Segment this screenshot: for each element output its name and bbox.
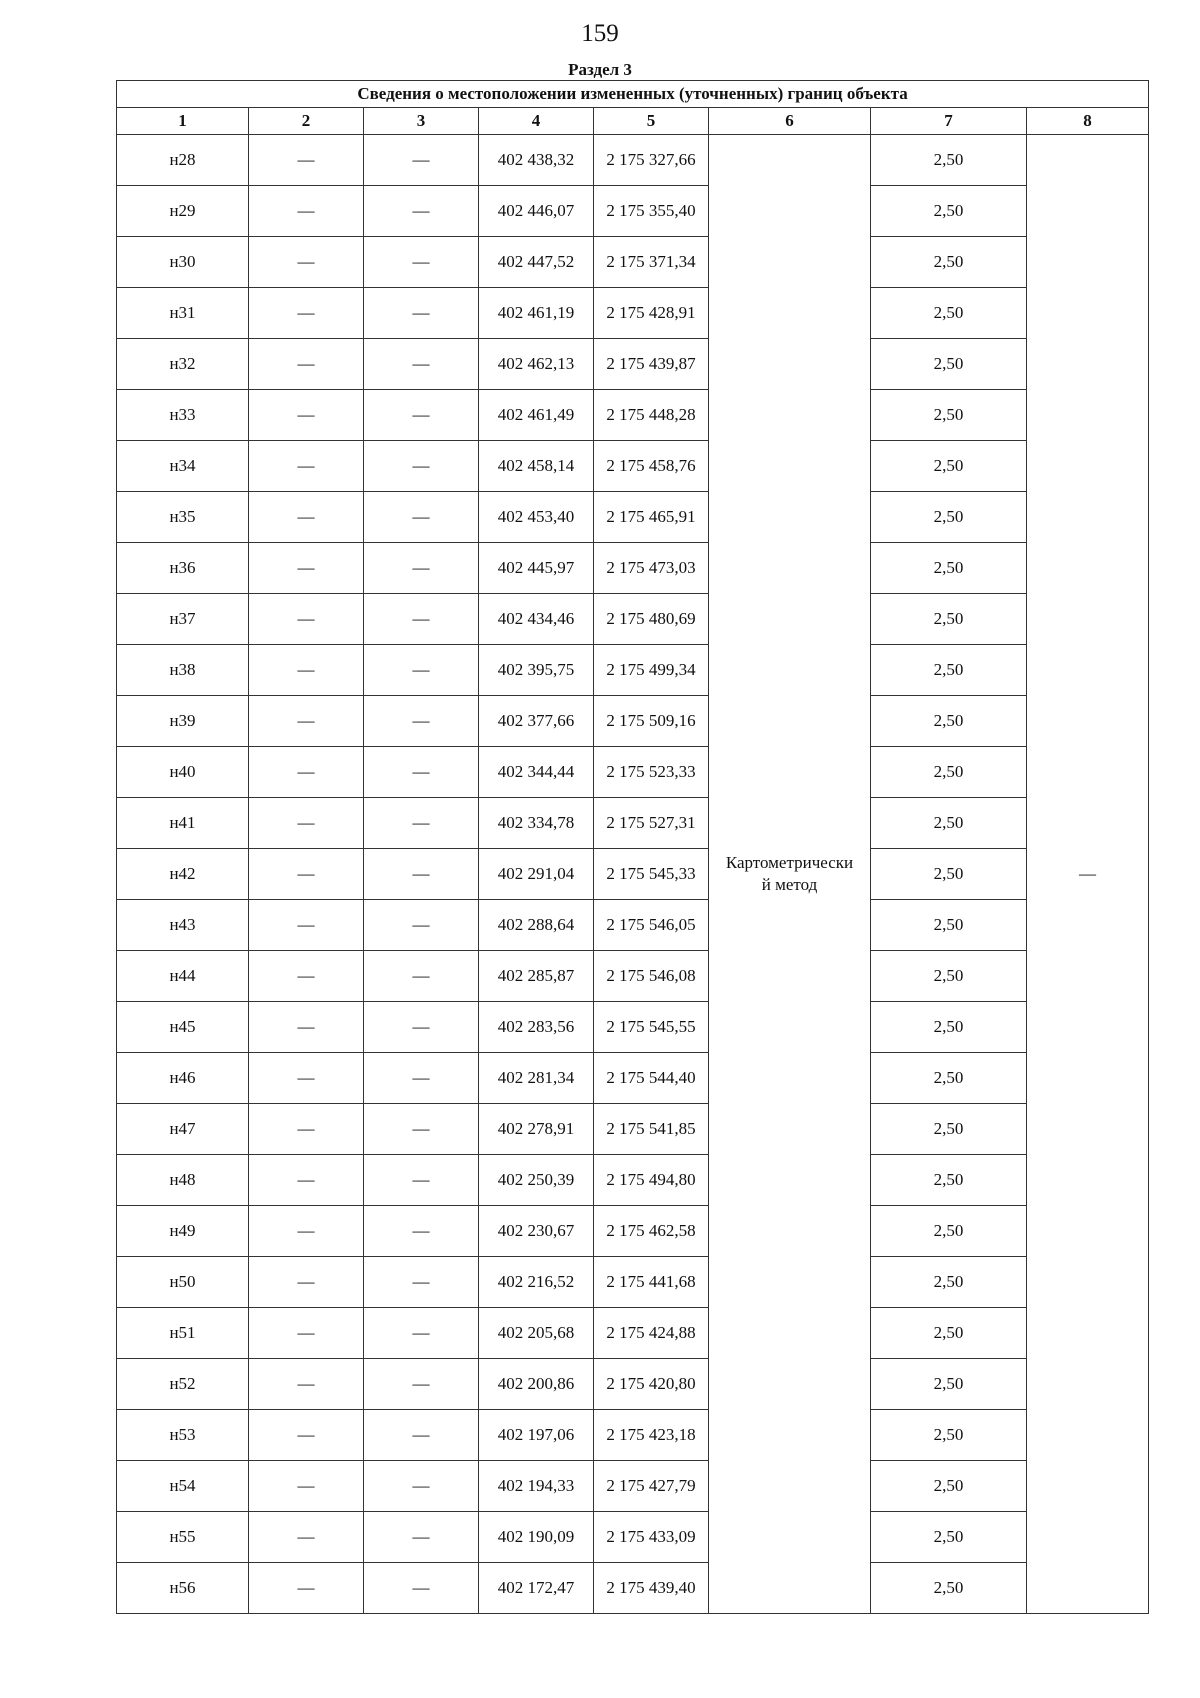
- col2-cell: —: [249, 900, 364, 951]
- col8-cell: —: [1027, 135, 1149, 1614]
- col2-cell: —: [249, 798, 364, 849]
- accuracy-cell: 2,50: [871, 849, 1027, 900]
- x-coordinate-cell: 402 377,66: [479, 696, 594, 747]
- col2-cell: —: [249, 1308, 364, 1359]
- col2-cell: —: [249, 951, 364, 1002]
- col2-cell: —: [249, 186, 364, 237]
- x-coordinate-cell: 402 458,14: [479, 441, 594, 492]
- accuracy-cell: 2,50: [871, 441, 1027, 492]
- accuracy-cell: 2,50: [871, 1206, 1027, 1257]
- col2-cell: —: [249, 1155, 364, 1206]
- col3-cell: —: [364, 951, 479, 1002]
- x-coordinate-cell: 402 194,33: [479, 1461, 594, 1512]
- y-coordinate-cell: 2 175 441,68: [594, 1257, 709, 1308]
- col2-cell: —: [249, 339, 364, 390]
- col2-cell: —: [249, 1410, 364, 1461]
- y-coordinate-cell: 2 175 544,40: [594, 1053, 709, 1104]
- col2-cell: —: [249, 1359, 364, 1410]
- col2-cell: —: [249, 645, 364, 696]
- col2-cell: —: [249, 1257, 364, 1308]
- table-row: [117, 1053, 1149, 1104]
- accuracy-cell: 2,50: [871, 1053, 1027, 1104]
- x-coordinate-cell: 402 197,06: [479, 1410, 594, 1461]
- x-coordinate-cell: 402 205,68: [479, 1308, 594, 1359]
- table-row: [117, 1461, 1149, 1512]
- x-coordinate-cell: 402 334,78: [479, 798, 594, 849]
- accuracy-cell: 2,50: [871, 1359, 1027, 1410]
- point-name-cell: н30: [117, 237, 249, 288]
- table-row: [117, 1512, 1149, 1563]
- accuracy-cell: 2,50: [871, 645, 1027, 696]
- table-row: [117, 798, 1149, 849]
- col2-cell: —: [249, 594, 364, 645]
- point-name-cell: н47: [117, 1104, 249, 1155]
- y-coordinate-cell: 2 175 355,40: [594, 186, 709, 237]
- col3-cell: —: [364, 900, 479, 951]
- y-coordinate-cell: 2 175 448,28: [594, 390, 709, 441]
- x-coordinate-cell: 402 461,19: [479, 288, 594, 339]
- y-coordinate-cell: 2 175 480,69: [594, 594, 709, 645]
- accuracy-cell: 2,50: [871, 1410, 1027, 1461]
- col3-cell: —: [364, 1410, 479, 1461]
- point-name-cell: н43: [117, 900, 249, 951]
- point-name-cell: н51: [117, 1308, 249, 1359]
- table-row: [117, 1155, 1149, 1206]
- y-coordinate-cell: 2 175 546,08: [594, 951, 709, 1002]
- point-name-cell: н41: [117, 798, 249, 849]
- point-name-cell: н46: [117, 1053, 249, 1104]
- col3-cell: —: [364, 1002, 479, 1053]
- col2-cell: —: [249, 1461, 364, 1512]
- page-number: 159: [581, 20, 619, 47]
- x-coordinate-cell: 402 281,34: [479, 1053, 594, 1104]
- table-row: [117, 288, 1149, 339]
- accuracy-cell: 2,50: [871, 900, 1027, 951]
- column-number: 4: [479, 108, 594, 135]
- y-coordinate-cell: 2 175 546,05: [594, 900, 709, 951]
- table-row: [117, 135, 1149, 186]
- column-number: 6: [709, 108, 871, 135]
- col3-cell: —: [364, 1206, 479, 1257]
- accuracy-cell: 2,50: [871, 543, 1027, 594]
- y-coordinate-cell: 2 175 427,79: [594, 1461, 709, 1512]
- point-name-cell: н50: [117, 1257, 249, 1308]
- x-coordinate-cell: 402 447,52: [479, 237, 594, 288]
- y-coordinate-cell: 2 175 473,03: [594, 543, 709, 594]
- col3-cell: —: [364, 594, 479, 645]
- column-number: 1: [117, 108, 249, 135]
- column-number: 3: [364, 108, 479, 135]
- accuracy-cell: 2,50: [871, 747, 1027, 798]
- y-coordinate-cell: 2 175 509,16: [594, 696, 709, 747]
- y-coordinate-cell: 2 175 527,31: [594, 798, 709, 849]
- point-name-cell: н39: [117, 696, 249, 747]
- x-coordinate-cell: 402 434,46: [479, 594, 594, 645]
- table-row: [117, 1359, 1149, 1410]
- col3-cell: —: [364, 696, 479, 747]
- y-coordinate-cell: 2 175 428,91: [594, 288, 709, 339]
- x-coordinate-cell: 402 291,04: [479, 849, 594, 900]
- point-name-cell: н36: [117, 543, 249, 594]
- table-row: [117, 1308, 1149, 1359]
- point-name-cell: н44: [117, 951, 249, 1002]
- y-coordinate-cell: 2 175 439,87: [594, 339, 709, 390]
- col2-cell: —: [249, 288, 364, 339]
- column-number: 2: [249, 108, 364, 135]
- table-row: [117, 1206, 1149, 1257]
- point-name-cell: н52: [117, 1359, 249, 1410]
- col3-cell: —: [364, 492, 479, 543]
- col3-cell: —: [364, 849, 479, 900]
- x-coordinate-cell: 402 283,56: [479, 1002, 594, 1053]
- table-row: [117, 1257, 1149, 1308]
- point-name-cell: н56: [117, 1563, 249, 1614]
- col2-cell: —: [249, 543, 364, 594]
- col2-cell: —: [249, 747, 364, 798]
- column-number: 8: [1027, 108, 1149, 135]
- table-row: [117, 849, 1149, 900]
- table-row: [117, 543, 1149, 594]
- point-name-cell: н48: [117, 1155, 249, 1206]
- table-row: [117, 492, 1149, 543]
- table-row: [117, 1410, 1149, 1461]
- table-body: [117, 135, 1149, 1614]
- y-coordinate-cell: 2 175 494,80: [594, 1155, 709, 1206]
- accuracy-cell: 2,50: [871, 1563, 1027, 1614]
- x-coordinate-cell: 402 438,32: [479, 135, 594, 186]
- col3-cell: —: [364, 798, 479, 849]
- table-row: [117, 696, 1149, 747]
- col3-cell: —: [364, 1155, 479, 1206]
- y-coordinate-cell: 2 175 541,85: [594, 1104, 709, 1155]
- point-name-cell: н32: [117, 339, 249, 390]
- x-coordinate-cell: 402 190,09: [479, 1512, 594, 1563]
- x-coordinate-cell: 402 446,07: [479, 186, 594, 237]
- point-name-cell: н55: [117, 1512, 249, 1563]
- table-row: [117, 1002, 1149, 1053]
- y-coordinate-cell: 2 175 462,58: [594, 1206, 709, 1257]
- y-coordinate-cell: 2 175 420,80: [594, 1359, 709, 1410]
- col2-cell: —: [249, 1563, 364, 1614]
- point-name-cell: н53: [117, 1410, 249, 1461]
- accuracy-cell: 2,50: [871, 339, 1027, 390]
- table-row: [117, 390, 1149, 441]
- col3-cell: —: [364, 543, 479, 594]
- x-coordinate-cell: 402 285,87: [479, 951, 594, 1002]
- point-name-cell: н28: [117, 135, 249, 186]
- table-row: [117, 900, 1149, 951]
- col3-cell: —: [364, 1563, 479, 1614]
- method-cell: Картометрически й метод: [709, 135, 871, 1614]
- point-name-cell: н37: [117, 594, 249, 645]
- accuracy-cell: 2,50: [871, 492, 1027, 543]
- column-number: 7: [871, 108, 1027, 135]
- col2-cell: —: [249, 237, 364, 288]
- x-coordinate-cell: 402 453,40: [479, 492, 594, 543]
- col3-cell: —: [364, 645, 479, 696]
- col2-cell: —: [249, 1002, 364, 1053]
- accuracy-cell: 2,50: [871, 135, 1027, 186]
- col3-cell: —: [364, 1308, 479, 1359]
- y-coordinate-cell: 2 175 545,33: [594, 849, 709, 900]
- col3-cell: —: [364, 339, 479, 390]
- y-coordinate-cell: 2 175 439,40: [594, 1563, 709, 1614]
- column-number: 5: [594, 108, 709, 135]
- table-row: [117, 1104, 1149, 1155]
- col2-cell: —: [249, 1104, 364, 1155]
- y-coordinate-cell: 2 175 371,34: [594, 237, 709, 288]
- col2-cell: —: [249, 1206, 364, 1257]
- col3-cell: —: [364, 1053, 479, 1104]
- x-coordinate-cell: 402 172,47: [479, 1563, 594, 1614]
- y-coordinate-cell: 2 175 523,33: [594, 747, 709, 798]
- col3-cell: —: [364, 186, 479, 237]
- col2-cell: —: [249, 696, 364, 747]
- x-coordinate-cell: 402 216,52: [479, 1257, 594, 1308]
- point-name-cell: н29: [117, 186, 249, 237]
- y-coordinate-cell: 2 175 423,18: [594, 1410, 709, 1461]
- table-row: [117, 594, 1149, 645]
- point-name-cell: н42: [117, 849, 249, 900]
- x-coordinate-cell: 402 278,91: [479, 1104, 594, 1155]
- x-coordinate-cell: 402 445,97: [479, 543, 594, 594]
- col2-cell: —: [249, 135, 364, 186]
- table-row: [117, 441, 1149, 492]
- col3-cell: —: [364, 1104, 479, 1155]
- col2-cell: —: [249, 492, 364, 543]
- x-coordinate-cell: 402 344,44: [479, 747, 594, 798]
- table-title: Сведения о местоположении измененных (уточненных) границ объекта: [117, 81, 1149, 108]
- col2-cell: —: [249, 441, 364, 492]
- table-row: [117, 339, 1149, 390]
- point-name-cell: н54: [117, 1461, 249, 1512]
- x-coordinate-cell: 402 230,67: [479, 1206, 594, 1257]
- accuracy-cell: 2,50: [871, 594, 1027, 645]
- table-row: [117, 237, 1149, 288]
- point-name-cell: н49: [117, 1206, 249, 1257]
- col3-cell: —: [364, 747, 479, 798]
- x-coordinate-cell: 402 462,13: [479, 339, 594, 390]
- col3-cell: —: [364, 1359, 479, 1410]
- accuracy-cell: 2,50: [871, 1155, 1027, 1206]
- y-coordinate-cell: 2 175 424,88: [594, 1308, 709, 1359]
- accuracy-cell: 2,50: [871, 1002, 1027, 1053]
- point-name-cell: н40: [117, 747, 249, 798]
- col3-cell: —: [364, 1512, 479, 1563]
- col3-cell: —: [364, 288, 479, 339]
- col2-cell: —: [249, 849, 364, 900]
- boundary-coordinates-table: [116, 80, 1149, 1614]
- y-coordinate-cell: 2 175 545,55: [594, 1002, 709, 1053]
- x-coordinate-cell: 402 288,64: [479, 900, 594, 951]
- col3-cell: —: [364, 135, 479, 186]
- y-coordinate-cell: 2 175 433,09: [594, 1512, 709, 1563]
- accuracy-cell: 2,50: [871, 1104, 1027, 1155]
- section-title: Раздел 3: [568, 60, 632, 79]
- point-name-cell: н34: [117, 441, 249, 492]
- accuracy-cell: 2,50: [871, 696, 1027, 747]
- x-coordinate-cell: 402 250,39: [479, 1155, 594, 1206]
- col3-cell: —: [364, 390, 479, 441]
- col3-cell: —: [364, 441, 479, 492]
- x-coordinate-cell: 402 395,75: [479, 645, 594, 696]
- accuracy-cell: 2,50: [871, 1512, 1027, 1563]
- accuracy-cell: 2,50: [871, 798, 1027, 849]
- column-number-row: [117, 108, 1149, 135]
- point-name-cell: н45: [117, 1002, 249, 1053]
- y-coordinate-cell: 2 175 465,91: [594, 492, 709, 543]
- accuracy-cell: 2,50: [871, 237, 1027, 288]
- y-coordinate-cell: 2 175 327,66: [594, 135, 709, 186]
- accuracy-cell: 2,50: [871, 288, 1027, 339]
- x-coordinate-cell: 402 461,49: [479, 390, 594, 441]
- col2-cell: —: [249, 1512, 364, 1563]
- point-name-cell: н35: [117, 492, 249, 543]
- point-name-cell: н33: [117, 390, 249, 441]
- accuracy-cell: 2,50: [871, 1308, 1027, 1359]
- table-row: [117, 1563, 1149, 1614]
- table-row: [117, 951, 1149, 1002]
- accuracy-cell: 2,50: [871, 951, 1027, 1002]
- accuracy-cell: 2,50: [871, 1257, 1027, 1308]
- y-coordinate-cell: 2 175 458,76: [594, 441, 709, 492]
- table-row: [117, 186, 1149, 237]
- point-name-cell: н38: [117, 645, 249, 696]
- accuracy-cell: 2,50: [871, 1461, 1027, 1512]
- table-row: [117, 645, 1149, 696]
- col2-cell: —: [249, 390, 364, 441]
- col3-cell: —: [364, 1257, 479, 1308]
- point-name-cell: н31: [117, 288, 249, 339]
- y-coordinate-cell: 2 175 499,34: [594, 645, 709, 696]
- x-coordinate-cell: 402 200,86: [479, 1359, 594, 1410]
- accuracy-cell: 2,50: [871, 186, 1027, 237]
- col3-cell: —: [364, 237, 479, 288]
- table-row: [117, 747, 1149, 798]
- col3-cell: —: [364, 1461, 479, 1512]
- col2-cell: —: [249, 1053, 364, 1104]
- accuracy-cell: 2,50: [871, 390, 1027, 441]
